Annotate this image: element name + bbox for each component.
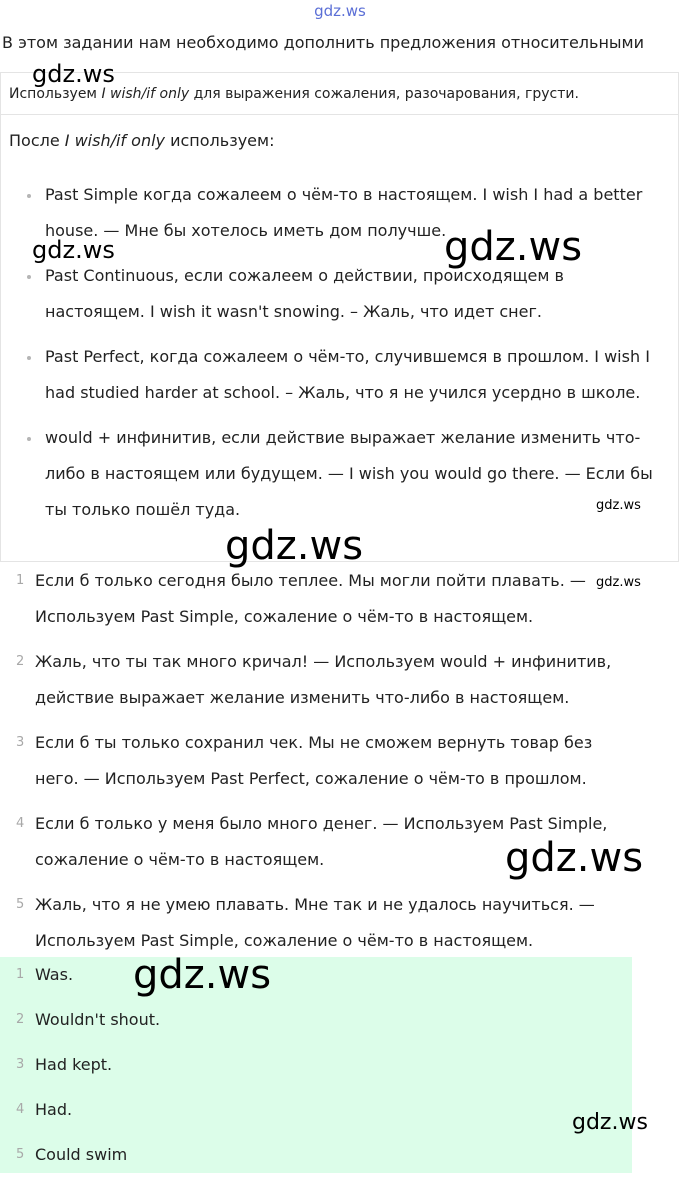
item-number: 1 [16,573,25,588]
item-text: Если б только у меня было много денег. — Используем Past Simple, сожаление о чём-то в настоящем. [35,814,608,869]
item-number: 3 [16,1057,25,1072]
item-text: Жаль, что ты так много кричал! — Используем would + инфинитив, действие выражает желание изменить что-либо в настоящем. [35,652,612,707]
watermark: gdz.ws [32,60,115,88]
site-logo[interactable]: gdz.ws [314,2,366,20]
item-text: Could swim [35,1145,128,1164]
rule-item: Past Perfect, когда сожалеем о чём-то, случившемся в прошлом. I wish I had studied harder at school. – Жаль, что я не учился усердно в школе. [23,339,663,411]
answer-item [0,1002,640,1038]
item-text: Had kept. [35,1055,113,1074]
answer-list [0,952,640,1182]
translation-item [0,887,640,959]
item-number: 2 [16,654,25,669]
rule-intro-suffix: используем: [165,131,275,150]
watermark: gdz.ws [572,1110,648,1135]
rule-header-prefix: Используем [9,86,102,102]
item-number: 1 [16,967,25,982]
watermark: gdz.ws [596,575,641,590]
item-text: Wouldn't shout. [35,1010,161,1029]
translation-item [0,725,640,797]
rule-item: would + инфинитив, если действие выражает желание изменить что-либо в настоящем или будущем. — I wish you would go there. — Если бы ты только пошёл туда. [23,420,663,528]
answer-item [0,952,640,998]
watermark: gdz.ws [444,224,583,270]
answer-item [0,1047,640,1083]
intro-text: В этом задании нам необходимо дополнить предложения относительными [2,33,645,52]
rule-item: Past Simple когда сожалеем о чём-то в настоящем. I wish I had a better house. — Мне бы хотелось иметь дом получше. [23,177,663,249]
watermark: gdz.ws [32,236,115,264]
rule-intro-prefix: После [9,131,65,150]
item-number: 2 [16,1012,25,1027]
grammar-rule-box [0,72,679,562]
answer-item [0,1137,640,1173]
item-number: 4 [16,816,25,831]
translation-item [0,563,640,635]
rule-intro [9,131,274,150]
watermark: gdz.ws [133,952,272,998]
item-number: 5 [16,897,25,912]
item-text: Если б только сегодня было теплее. Мы могли пойти плавать. — Используем Past Simple, сожаление о чём-то в настоящем. [35,571,586,626]
rule-header-em: I wish/if only [101,86,190,102]
rule-header-suffix: для выражения сожаления, разочарования, грусти. [189,86,579,102]
watermark: gdz.ws [225,523,364,569]
item-text: Was. [35,965,74,984]
rule-intro-em: I wish/if only [64,131,165,150]
item-text: Had. [35,1100,73,1119]
answer-item [0,1092,640,1128]
item-text: Жаль, что я не умею плавать. Мне так и не удалось научиться. — Используем Past Simple, сожаление о чём-то в настоящем. [35,895,595,950]
item-number: 4 [16,1102,25,1117]
translation-item [0,644,640,716]
item-text: Если б ты только сохранил чек. Мы не сможем вернуть товар без него. — Используем Past Perfect, сожаление о чём-то в прошлом. [35,733,593,788]
rule-item: Past Continuous, если сожалеем о действии, происходящем в настоящем. I wish it wasn't snowing. – Жаль, что идет снег. [23,258,663,330]
watermark: gdz.ws [505,835,644,881]
item-number: 5 [16,1147,25,1162]
watermark: gdz.ws [596,498,641,513]
item-number: 3 [16,735,25,750]
translation-list [0,563,640,959]
